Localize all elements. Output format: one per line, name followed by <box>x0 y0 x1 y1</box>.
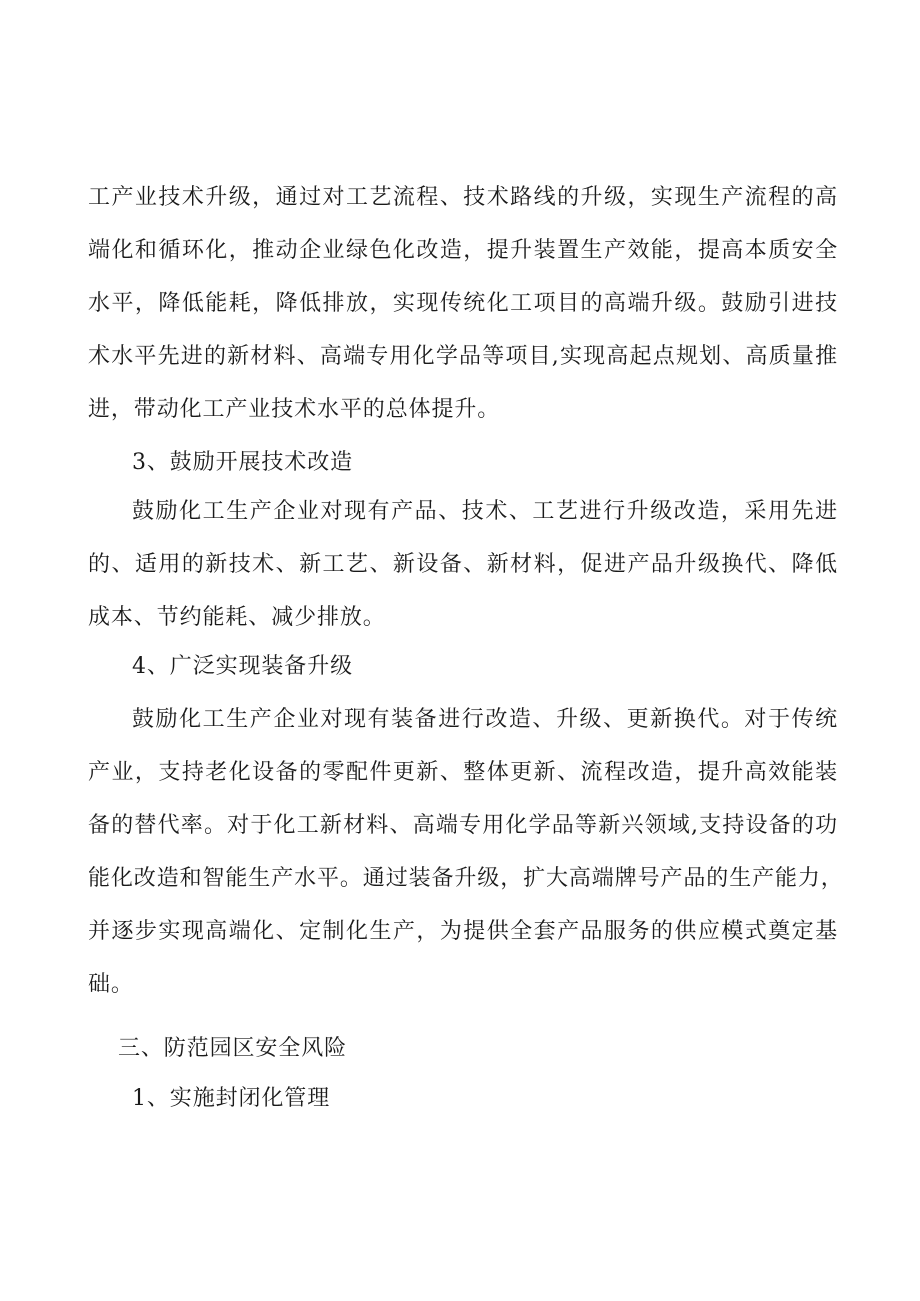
paragraph-line: 鼓励化工生产企业对现有装备进行改造、升级、更新换代。对于传统 <box>132 707 838 732</box>
section-heading: 三、防范园区安全风险 <box>118 1036 348 1061</box>
paragraph-line: 鼓励化工生产企业对现有产品、技术、工艺进行升级改造，采用先进 <box>132 499 838 524</box>
paragraph-line: 工产业技术升级，通过对工艺流程、技术路线的升级，实现生产流程的高 <box>88 185 838 210</box>
paragraph-line: 端化和循环化，推动企业绿色化改造，提升装置生产效能，提高本质安全 <box>88 238 838 263</box>
paragraph-line: 并逐步实现高端化、定制化生产，为提供全套产品服务的供应模式奠定基 <box>88 919 838 944</box>
paragraph-line: 能化改造和智能生产水平。通过装备升级，扩大高端牌号产品的生产能力， <box>88 866 844 891</box>
paragraph-line: 进，带动化工产业技术水平的总体提升。 <box>88 397 501 422</box>
paragraph-line: 础。 <box>88 972 134 997</box>
paragraph-line: 备的替代率。对于化工新材料、高端专用化学品等新兴领域,支持设备的功 <box>88 813 838 838</box>
paragraph-line: 成本、节约能耗、减少排放。 <box>88 605 386 630</box>
paragraph-line: 的、适用的新技术、新工艺、新设备、新材料，促进产品升级换代、降低 <box>88 552 838 577</box>
subheading-4: 4、广泛实现装备升级 <box>132 654 353 679</box>
paragraph-line: 术水平先进的新材料、高端专用化学品等项目,实现高起点规划、高质量推 <box>88 344 838 369</box>
subheading-1: 1、实施封闭化管理 <box>132 1086 331 1111</box>
paragraph-line: 水平，降低能耗，降低排放，实现传统化工项目的高端升级。鼓励引进技 <box>88 291 838 316</box>
subheading-3: 3、鼓励开展技术改造 <box>132 450 353 475</box>
paragraph-line: 产业，支持老化设备的零配件更新、整体更新、流程改造，提升高效能装 <box>88 760 838 785</box>
